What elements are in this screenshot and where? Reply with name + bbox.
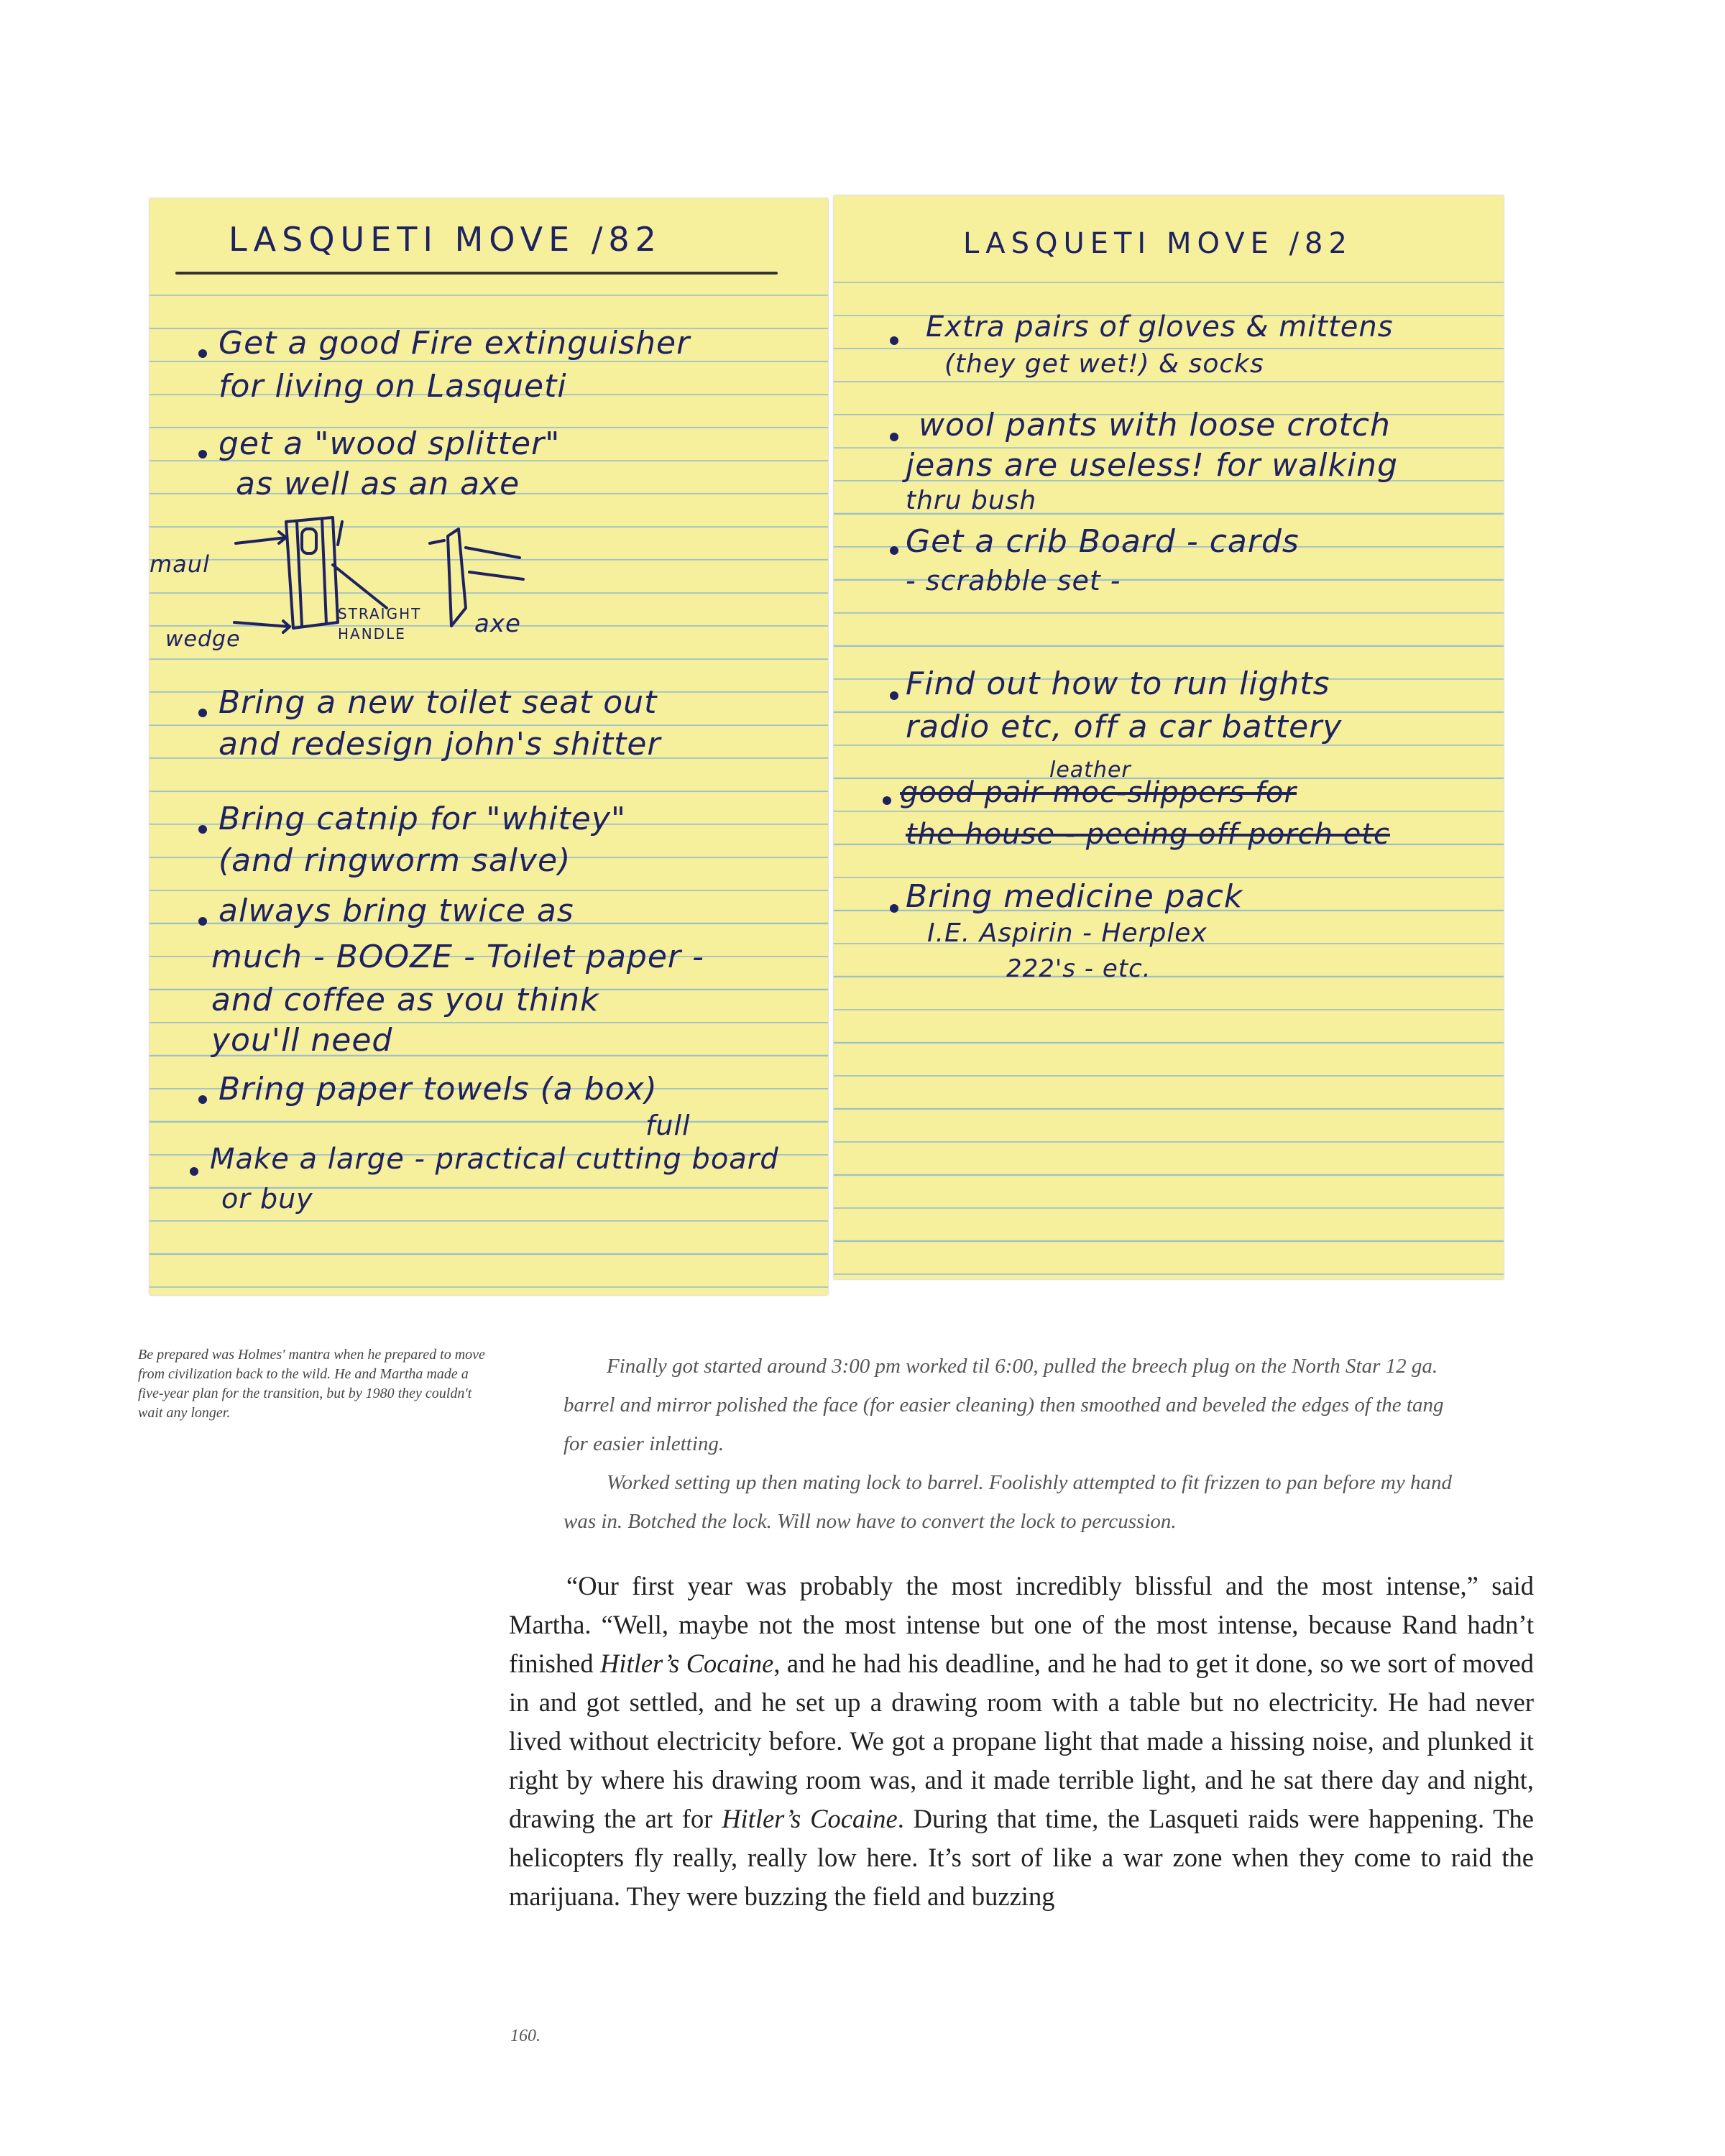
note-line: - scrabble set - bbox=[906, 565, 1121, 596]
sketch-label-maul: maul bbox=[150, 550, 210, 578]
note-line: you'll need bbox=[211, 1022, 393, 1059]
note-line: Make a large - practical cutting board bbox=[210, 1143, 779, 1176]
left-note-title: LASQUETI MOVE /82 bbox=[229, 220, 662, 259]
note-line: Get a crib Board - cards bbox=[906, 523, 1300, 560]
note-bullet bbox=[890, 433, 898, 441]
sketch-label-handle: HANDLE bbox=[338, 625, 406, 642]
body-text bbox=[509, 1567, 1534, 1916]
note-bullet bbox=[890, 904, 898, 913]
note-line: and redesign john's shitter bbox=[218, 726, 661, 763]
book-title-reference: Hitler’s Cocaine bbox=[600, 1649, 774, 1678]
note-line: (they get wet!) & socks bbox=[944, 349, 1264, 379]
body-text-segment: . During that time, the Lasqueti raids were happening. The helicopters fly really, really low here. It’s sort of like a war zone when they come to raid the marijuana. They were buzzing the field and buzzing bbox=[509, 1804, 1534, 1911]
note-bullet bbox=[198, 825, 207, 834]
note-line: as well as an axe bbox=[236, 466, 520, 502]
journal-quote-paragraph: Worked setting up then mating lock to barrel. Foolishly attempted to fit frizzen to pan before my hand was in. Botched the lock. Will now have to convert the lock to percussion. bbox=[564, 1471, 1452, 1533]
note-bullet bbox=[883, 796, 891, 805]
book-title-reference: Hitler’s Cocaine bbox=[722, 1804, 898, 1833]
page-number: 160. bbox=[510, 2027, 540, 2045]
note-line: Bring a new toilet seat out bbox=[218, 684, 658, 721]
sketch-label-straight: STRAIGHT bbox=[338, 605, 422, 622]
note-line: get a "wood splitter" bbox=[218, 425, 561, 462]
note-line: full bbox=[645, 1110, 691, 1141]
note-line: leather bbox=[1049, 757, 1131, 783]
note-bullet bbox=[198, 917, 207, 926]
header-underline bbox=[175, 272, 778, 275]
note-bullet bbox=[198, 1095, 207, 1104]
sketch-label-axe: axe bbox=[474, 609, 521, 638]
note-bullet bbox=[198, 709, 207, 717]
right-note-title: LASQUETI MOVE /82 bbox=[963, 227, 1353, 260]
note-line: (and ringworm salve) bbox=[218, 842, 571, 879]
right-notepad-image bbox=[834, 195, 1504, 1279]
left-notepad-image bbox=[150, 198, 828, 1295]
sketch-label-wedge: wedge bbox=[165, 627, 241, 652]
note-bullet bbox=[190, 1167, 198, 1176]
note-line: 222's - etc. bbox=[1006, 954, 1151, 983]
note-line: always bring twice as bbox=[218, 893, 574, 929]
image-caption: Be prepared was Holmes' mantra when he prepared to move from civilization back to the wild. He and Martha made a five-year plan for the transition, but by 1980 they couldn't wait any longer. bbox=[138, 1347, 485, 1421]
journal-quote-paragraph: Finally got started around 3:00 pm worked til 6:00, pulled the breech plug on the North Star 12 ga. barrel and mirror polished the face (for easier cleaning) then smoothed and beveled the edges of the tang for easier inletting. bbox=[564, 1355, 1444, 1455]
note-line: Find out how to run lights bbox=[906, 665, 1330, 702]
note-bullet bbox=[198, 450, 207, 459]
note-line: Extra pairs of gloves & mittens bbox=[926, 310, 1394, 344]
note-line: Bring catnip for "whitey" bbox=[218, 801, 627, 837]
note-line: thru bush bbox=[906, 486, 1037, 515]
note-line: I.E. Aspirin - Herplex bbox=[927, 918, 1208, 948]
note-bullet bbox=[890, 336, 898, 345]
note-bullet bbox=[198, 349, 207, 358]
note-line: for living on Lasqueti bbox=[218, 368, 567, 405]
note-bullet bbox=[890, 691, 898, 700]
note-line: the house - peeing off porch etc bbox=[906, 818, 1391, 851]
note-line: good pair moc-slippers for bbox=[900, 776, 1297, 809]
note-line: or buy bbox=[221, 1183, 313, 1215]
body-text-segment: , and he had his deadline, and he had to get it done, so we sort of moved in and got settled, and he set up a drawing room with a table but no electricity. He had never lived without electricity before. We got a propane light that made a hissing noise, and plunked it right by where his drawing room was, and it made terrible light, and he sat there day and night, drawing the art for bbox=[509, 1649, 1534, 1833]
note-line: Bring paper towels (a box) bbox=[218, 1071, 658, 1107]
body-text-segment: “Our first year was probably the most incredibly blissful and the most intense,” said Martha. “Well, maybe not the most intense but one of the most intense, because Rand hadn’t finished bbox=[509, 1571, 1534, 1678]
body-paragraph bbox=[509, 1567, 1534, 1916]
note-bullet bbox=[890, 546, 898, 555]
note-line: much - BOOZE - Toilet paper - bbox=[211, 939, 704, 975]
note-line: radio etc, off a car battery bbox=[906, 709, 1343, 745]
journal-quote bbox=[564, 1347, 1469, 1541]
note-line: Bring medicine pack bbox=[906, 878, 1243, 915]
note-line: and coffee as you think bbox=[211, 982, 599, 1018]
note-line: jeans are useless! for walking bbox=[906, 447, 1398, 484]
note-line: Get a good Fire extinguisher bbox=[218, 325, 691, 361]
note-line: wool pants with loose crotch bbox=[919, 407, 1391, 443]
